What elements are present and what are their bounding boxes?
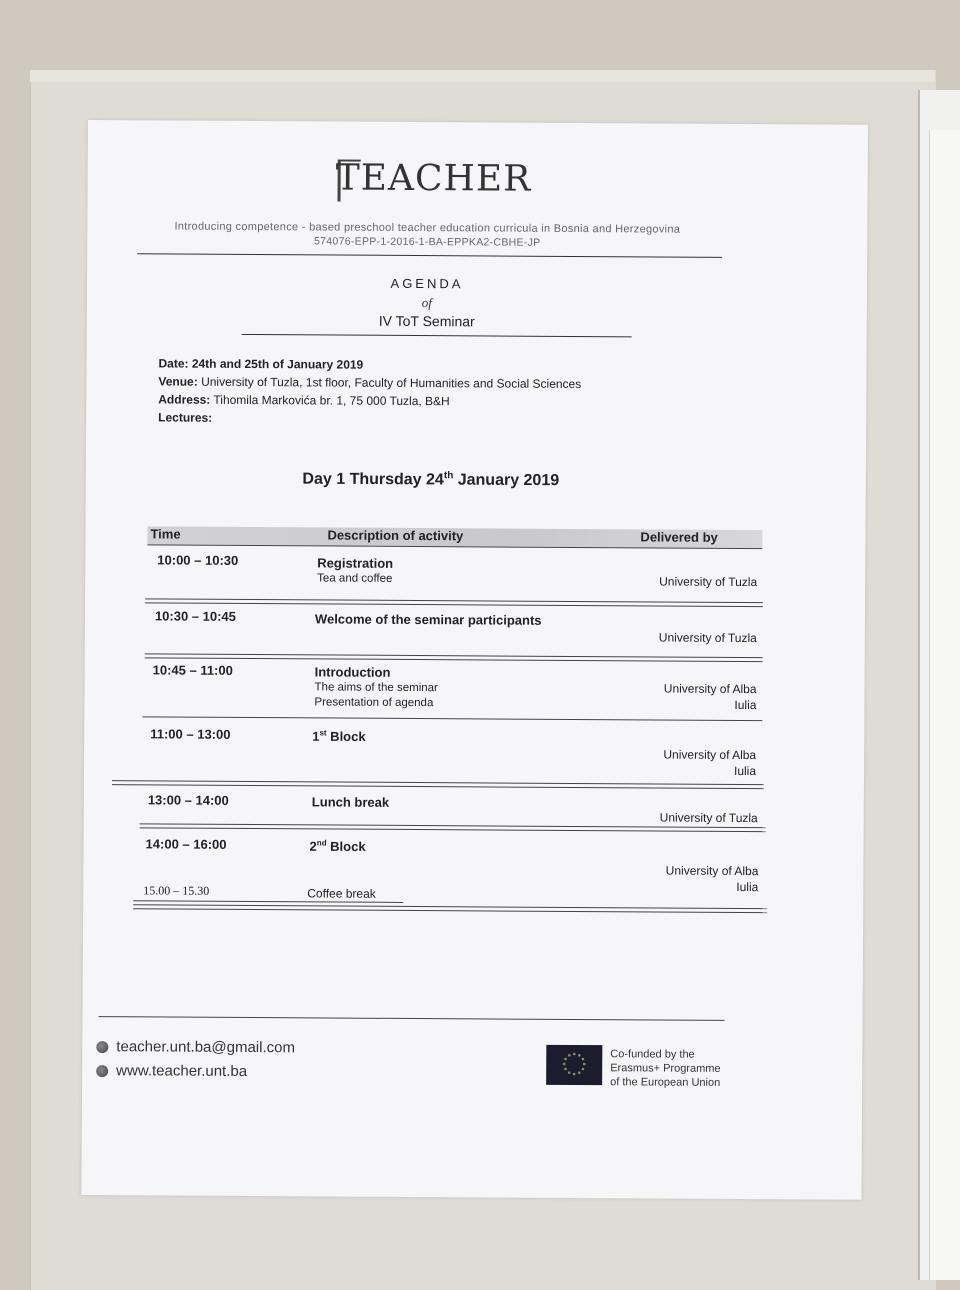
venue-line: Venue: University of Tuzla, 1st floor, Faculty of Humanities and Social Sciences (158, 374, 582, 392)
cofund-line-3: of the European Union (610, 1076, 721, 1089)
date-line: Date: 24th and 25th of January 2019 (158, 356, 364, 372)
row-3-divider (142, 716, 762, 721)
agenda-sheet (81, 120, 868, 1200)
footer-email[interactable]: teacher.unt.ba@gmail.com (116, 1038, 296, 1057)
seminar-info (158, 354, 718, 429)
row-3-delivered-line-1: University of Alba (663, 681, 757, 697)
project-code: 574076-EPP-1-2016-1-BA-EPPKA2-CBHE-JP (313, 235, 541, 249)
row-5-delivered: University of Tuzla (659, 810, 758, 826)
coffee-break-time: 15.00 – 15.30 (143, 883, 210, 898)
header-time: Time (150, 526, 181, 542)
agenda-seminar-title: IV ToT Seminar (378, 312, 475, 330)
row-4-time: 11:00 – 13:00 (150, 726, 231, 742)
row-1-sub: Tea and coffee (317, 572, 393, 585)
row-3-sub-2: Presentation of agenda (314, 696, 434, 710)
logo-text: TEACHER (335, 157, 532, 200)
footer-divider (99, 1016, 725, 1021)
table-bottom-divider (133, 904, 767, 913)
teacher-logo (335, 157, 532, 211)
row-4-delivered (584, 746, 756, 779)
header-delivered-by: Delivered by (640, 529, 718, 545)
header-description: Description of activity (327, 527, 464, 544)
row-3-sub-1: The aims of the seminar (314, 681, 438, 695)
agenda-of: of (421, 295, 432, 311)
row-6-delivered (583, 862, 758, 895)
footer-website[interactable]: www.teacher.unt.ba (116, 1062, 248, 1080)
row-5-time: 13:00 – 14:00 (147, 792, 229, 808)
lectures-line: Lectures: (158, 410, 213, 425)
header-divider (137, 253, 722, 258)
cofund-line-1: Co-funded by the (610, 1048, 695, 1061)
row-4-delivered-line-1: University of Alba (663, 747, 757, 763)
eu-flag-icon (546, 1045, 602, 1085)
row-6-delivered-line-1: University of Alba (665, 863, 759, 879)
agenda-divider (242, 334, 632, 337)
cofund-line-2: Erasmus+ Programme (610, 1062, 721, 1075)
cofund-text (610, 1047, 750, 1090)
row-1-delivered: University of Tuzla (659, 574, 758, 590)
row-3-delivered (584, 680, 756, 713)
website-bullet-icon (96, 1065, 108, 1077)
row-4-activity: 1st Block (312, 728, 366, 745)
folder-top-edge (30, 70, 935, 82)
row-4-delivered-line-2: Iulia (733, 763, 757, 779)
row-2-time: 10:30 – 10:45 (154, 608, 236, 624)
row-6-time: 14:00 – 16:00 (145, 836, 227, 852)
row-4-divider (112, 780, 764, 789)
row-3-delivered-line-2: Iulia (734, 697, 757, 713)
row-6-activity: 2nd Block (309, 838, 366, 855)
row-3-activity: Introduction (314, 664, 391, 680)
project-subtitle: Introducing competence - based preschool teacher education curricula in Bosnia and Herzegovina (174, 220, 681, 236)
row-5-activity: Lunch break (311, 794, 390, 810)
coffee-break-activity: Coffee break (307, 886, 376, 901)
stacked-papers-edge (929, 130, 960, 1280)
address-line: Address: Tihomila Markovića br. 1, 75 000 Tuzla, B&H (158, 392, 450, 409)
row-2-divider (145, 653, 763, 662)
email-bullet-icon (96, 1041, 108, 1053)
row-3-time: 10:45 – 11:00 (152, 662, 233, 678)
row-2-delivered: University of Tuzla (658, 630, 757, 646)
row-1-activity: Registration (317, 555, 394, 571)
row-6-delivered-line-2: Iulia (736, 879, 759, 895)
agenda-title: AGENDA (390, 275, 464, 292)
row-2-activity: Welcome of the seminar participants (314, 611, 542, 628)
row-1-divider (145, 598, 763, 607)
row-1-time: 10:00 – 10:30 (157, 552, 239, 568)
day-heading: Day 1 Thursday 24th January 2019 (302, 470, 560, 490)
